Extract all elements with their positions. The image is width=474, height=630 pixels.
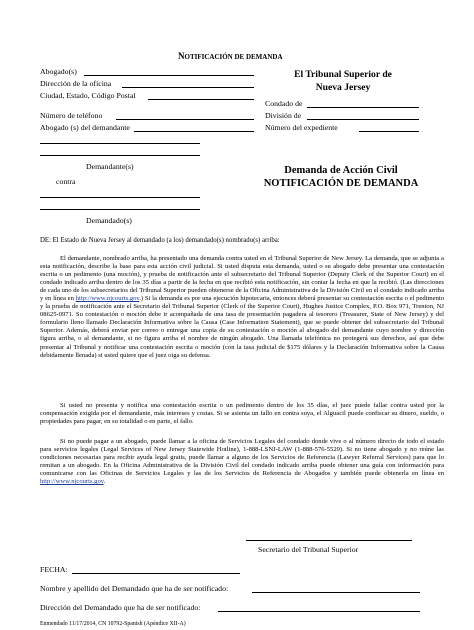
- clerk-signature-line[interactable]: [246, 540, 412, 541]
- attorney-line[interactable]: [84, 75, 254, 76]
- county-label: Condado de: [265, 99, 303, 108]
- form-title: NOTIFICACIÓN DE DEMANDA: [178, 51, 283, 61]
- defendant-name-line-1[interactable]: [40, 197, 200, 198]
- defendant-address-label: Dirección del Demandado que ha de ser notificado:: [40, 603, 201, 612]
- form-footer: Enmendado 11/17/2014, CN 10792-Spanish (Apéndice XII-A): [40, 621, 186, 627]
- salutation: DE: El Estado de Nueva Jersey al demandado (a los) demandado(s) nombrado(s) arriba:: [40, 237, 280, 244]
- paragraph-response-instructions: El demandante, nombrado arriba, ha presentado una demanda contra usted en el Tribunal Superior de New Jersey. La demanda, que se adjunta a esta notificación, describe la base para esta acción civil judicial. Si usted disputa esta demanda, usted o su abogado debe presentar una contestación escrita o un pedimento (una moción), y prueba de notificación ante el subsecretario del Tribunal Superior (Deputy Clerk of the Superior Court) en el condado indicado arriba dentro de los 35 días a partir de la fecha en que recibió esta notificación, sin contar la fecha en que la recibió. (Las direcciones de cada uno de los subsecretarios del Tribunal Superior pueden obtenerse de la Oficina Administrativa de la División Civil en el condado indicado arriba y en línea en http://www.njcourts.gov.) Si la demanda es por una ejecución hipotecaria, entonces deberá presentar su contestación escrita o el pedimento y la prueba de notificación ante el Secretario del Tribunal Superior (Clerk of the Superior Court), Hughes Justice Complex, P.O. Box 971, Trenton, NJ 08625-0971. Su contestación o moción debe ir acompañada de una tasa de presentación pagadera al tesorero (Treasurer, State of New Jersey) y del formulario lleno llamado Declaración Informativa sobre la Causa (Case Information Statement), que se puede obtener del subsecretario del Tribunal Superior. Además, deberá enviar por correo o entregar una copia de su contestación o moción al abogado del demandante cuyo nombre y dirección figura arriba, o al demandante, si no figura arriba el nombre de ningún abogado. Una llamada telefónica no protegerá sus derechos, así que debe presentar al Tribunal y notificar una contestación escrita o moción (con la tasa judicial de $175 dólares y la Declaración Informativa sobre la Causa debidamente llenada) si usted quiere que el juez oiga su defensa.: [40, 255, 445, 359]
- defendant-name-label: Nombre y apellido del Demandado que ha de ser notificado:: [40, 584, 229, 593]
- office-address-line[interactable]: [122, 87, 254, 88]
- plaintiff-name-line-1[interactable]: [40, 143, 200, 144]
- city-state-zip-line[interactable]: [148, 99, 254, 100]
- versus-label: contra: [56, 177, 76, 186]
- clerk-signature-label: Secretario del Tribunal Superior: [258, 545, 359, 554]
- action-title: Demanda de Acción Civil NOTIFICACIÓN DE DEMANDA: [263, 165, 419, 189]
- office-address-label: Dirección de la oficina: [40, 79, 112, 88]
- phone-line[interactable]: [116, 119, 254, 120]
- plaintiff-name-line-2[interactable]: [40, 155, 200, 156]
- defendant-name-line-2[interactable]: [40, 209, 200, 210]
- docket-number-line[interactable]: [359, 131, 419, 132]
- docket-number-label: Número del expediente: [265, 123, 338, 132]
- defendant-name-line[interactable]: [252, 592, 420, 593]
- plaintiff-attorney-line[interactable]: [134, 131, 254, 132]
- date-line[interactable]: [72, 573, 240, 574]
- plaintiff-label: Demandante(s): [86, 162, 134, 171]
- defendant-label: Demandado(s): [86, 216, 132, 225]
- paragraph-legal-services: Si no puede pagar a un abogado, puede llamar a la oficina de Servicios Legales del condado donde vive o al número directo de todo el estado para servicios legales (Legal Services of New Jersey Statewide Hotline), 1-888-LSNJ-LAW (1-888-576-5529). Si no tiene abogado y no reúne las condiciones necesarias para recibir ayuda legal gratis, puede llamar a alguno de los Servicios de Referencia (Lawyer Referral Services) para que lo remitan a un abogado. En la Oficina Administrativa de la División Civil del condado indicado arriba puede obtener una guía con información para comunicarse con las Oficinas de Servicios Legales y las de los Servicios de Referencia de Abogados y también puede obtenerla en línea en http://www.njcourts.gov.: [40, 438, 444, 486]
- division-line[interactable]: [307, 119, 419, 120]
- plaintiff-attorney-label: Abogado (s) del demandante: [40, 123, 130, 132]
- date-label: FECHA:: [40, 565, 68, 574]
- attorney-label: Abogado(s): [40, 67, 77, 76]
- court-name: El Tribunal Superior de Nueva Jersey: [294, 69, 392, 93]
- county-line[interactable]: [307, 107, 419, 108]
- njcourts-link-2[interactable]: http://www.njcourts.gov: [40, 478, 104, 486]
- phone-label: Número de teléfono: [40, 111, 103, 120]
- city-state-zip-label: Ciudad, Estado, Código Postal: [40, 91, 136, 100]
- division-label: División de: [265, 111, 302, 120]
- defendant-address-line[interactable]: [218, 611, 420, 612]
- njcourts-link-1[interactable]: http://www.njcourts.gov: [75, 295, 140, 303]
- paragraph-default-judgment: Si usted no presenta y notifica una contestación escrita o un pedimento dentro de los 35 días, el juez puede fallar contra usted por la compensación exigida por el demandante, más intereses y costas. Si se asienta un fallo en contra suya, el Alguacil puede confiscar su dinero, sueldo, o propiedades para pagar, en su totalidad o en parte, el fallo.: [40, 402, 444, 426]
